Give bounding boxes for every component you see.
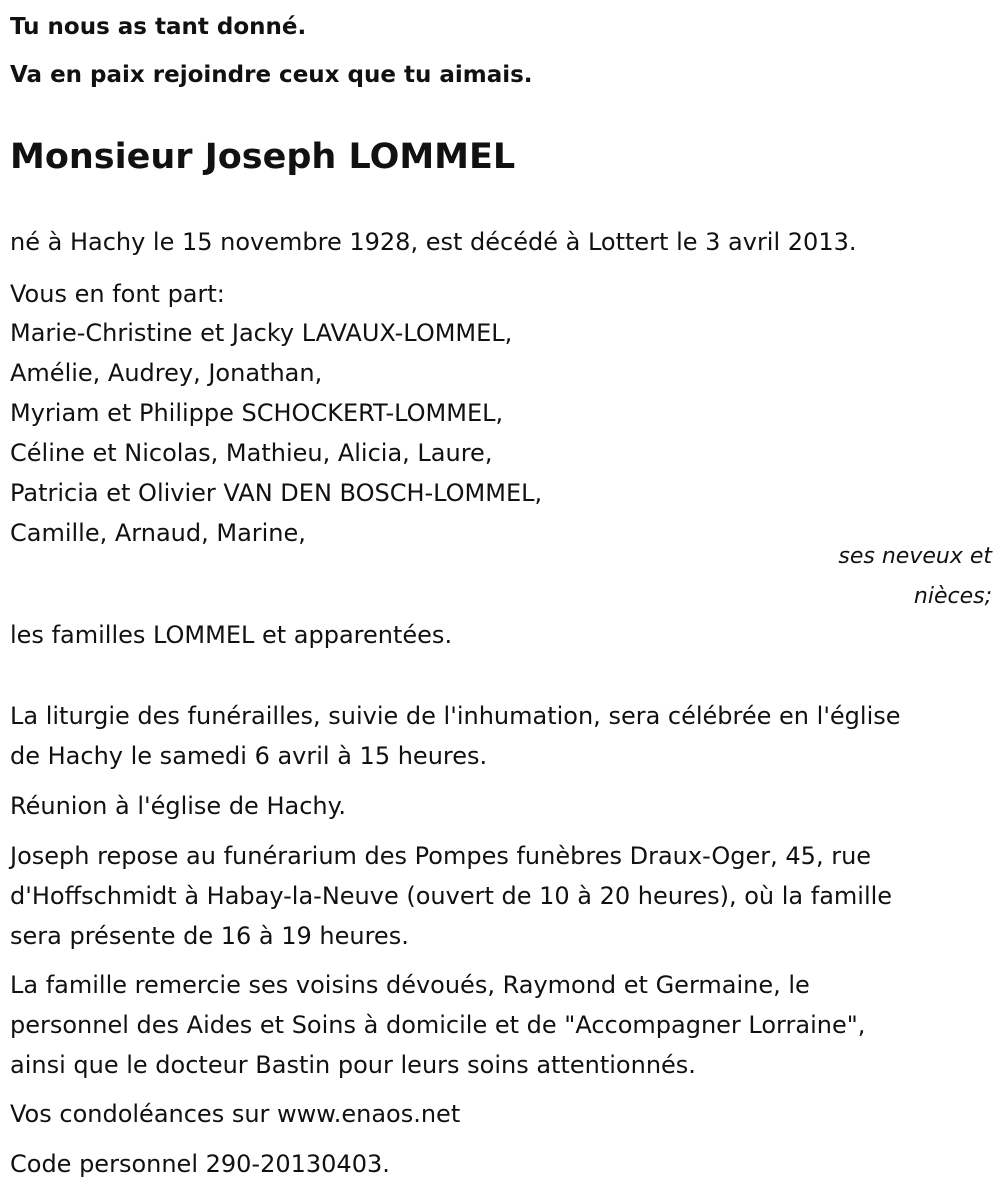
liturgy-line-2: de Hachy le samedi 6 avril à 15 heures. (10, 742, 488, 770)
epitaph-line-2: Va en paix rejoindre ceux que tu aimais. (10, 62, 533, 88)
relatives-line: les familles LOMMEL et apparentées. (10, 621, 453, 649)
personal-code-line: Code personnel 290-20130403. (10, 1150, 390, 1178)
rest-line-1: Joseph repose au funérarium des Pompes funèbres Draux-Oger, 45, rue (10, 842, 872, 870)
family-member-6: Camille, Arnaud, Marine, (10, 519, 306, 547)
deceased-name: Monsieur Joseph LOMMEL (10, 137, 516, 177)
rest-line-3: sera présente de 16 à 19 heures. (10, 922, 409, 950)
family-member-1: Marie-Christine et Jacky LAVAUX-LOMMEL, (10, 319, 513, 347)
thanks-line-3: ainsi que le docteur Bastin pour leurs soins attentionnés. (10, 1051, 696, 1079)
nephews-note-line-2: nièces; (913, 584, 992, 609)
family-member-2: Amélie, Audrey, Jonathan, (10, 359, 323, 387)
family-member-4: Céline et Nicolas, Mathieu, Alicia, Laure, (10, 439, 493, 467)
epitaph-line-1: Tu nous as tant donné. (10, 14, 307, 40)
nephews-note-line-1: ses neveux et (838, 544, 992, 569)
family-intro: Vous en font part: (10, 280, 225, 308)
thanks-line-1: La famille remercie ses voisins dévoués, Raymond et Germaine, le (10, 971, 810, 999)
condolences-line: Vos condoléances sur www.enaos.net (10, 1100, 461, 1128)
liturgy-line-1: La liturgie des funérailles, suivie de l'inhumation, sera célébrée en l'église (10, 702, 901, 730)
family-member-3: Myriam et Philippe SCHOCKERT-LOMMEL, (10, 399, 504, 427)
meeting-line: Réunion à l'église de Hachy. (10, 792, 347, 820)
rest-line-2: d'Hoffschmidt à Habay-la-Neuve (ouvert de 10 à 20 heures), où la famille (10, 882, 893, 910)
birth-death-line: né à Hachy le 15 novembre 1928, est décédé à Lottert le 3 avril 2013. (10, 228, 857, 256)
thanks-line-2: personnel des Aides et Soins à domicile et de "Accompagner Lorraine", (10, 1011, 866, 1039)
family-member-5: Patricia et Olivier VAN DEN BOSCH-LOMMEL, (10, 479, 543, 507)
